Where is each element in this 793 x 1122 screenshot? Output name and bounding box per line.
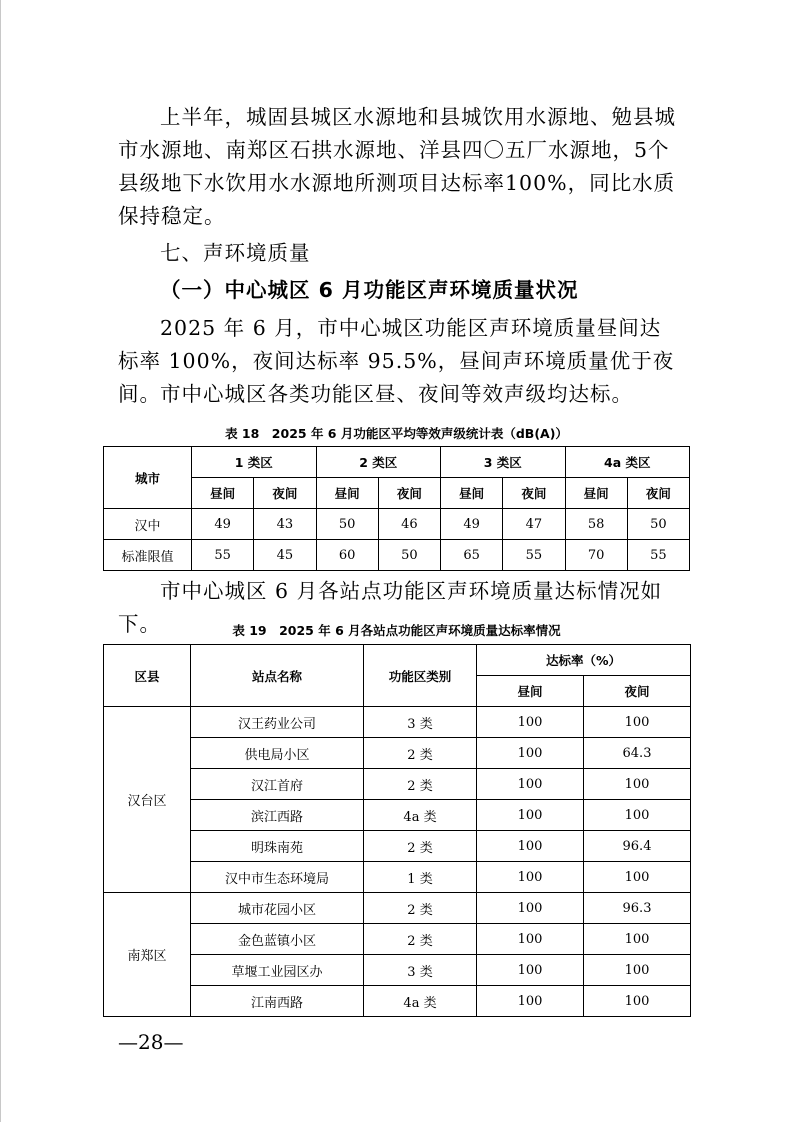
site-name: 明珠南苑 bbox=[191, 831, 364, 862]
table-row bbox=[104, 986, 691, 1017]
district-cell: 汉台区 bbox=[104, 707, 191, 893]
row-label: 标准限值 bbox=[104, 540, 192, 571]
day-rate: 100 bbox=[477, 924, 584, 955]
table-row bbox=[104, 540, 690, 571]
table-cell: 49 bbox=[441, 509, 503, 540]
zone-type: 4a 类 bbox=[364, 800, 477, 831]
table-row bbox=[104, 738, 691, 769]
night-rate: 96.4 bbox=[584, 831, 691, 862]
day-rate: 100 bbox=[477, 862, 584, 893]
table-cell: 50 bbox=[316, 509, 378, 540]
day-header: 昼间 bbox=[565, 478, 627, 509]
section-heading: 七、声环境质量 bbox=[160, 241, 311, 265]
table-row bbox=[104, 955, 691, 986]
district-cell: 南郑区 bbox=[104, 893, 191, 1017]
table19-caption: 表 19 2025 年 6 月各站点功能区声环境质量达标率情况 bbox=[232, 623, 561, 638]
zone-type: 2 类 bbox=[364, 893, 477, 924]
page-number: —28— bbox=[118, 1030, 184, 1054]
night-rate: 100 bbox=[584, 862, 691, 893]
table-cell: 65 bbox=[441, 540, 503, 571]
site-name: 汉江首府 bbox=[191, 769, 364, 800]
day-header: 昼间 bbox=[441, 478, 503, 509]
site-name: 滨江西路 bbox=[191, 800, 364, 831]
zone-type: 3 类 bbox=[364, 955, 477, 986]
table-row bbox=[104, 893, 691, 924]
zone-header: 1 类区 bbox=[192, 447, 317, 478]
zone-header: 4a 类区 bbox=[565, 447, 690, 478]
table-cell: 70 bbox=[565, 540, 627, 571]
night-header: 夜间 bbox=[378, 478, 440, 509]
table-cell: 46 bbox=[378, 509, 440, 540]
day-rate: 100 bbox=[477, 955, 584, 986]
zone-header: 2 类区 bbox=[316, 447, 441, 478]
day-rate: 100 bbox=[477, 893, 584, 924]
row-label: 汉中 bbox=[104, 509, 192, 540]
night-header: 夜间 bbox=[584, 676, 691, 707]
night-rate: 100 bbox=[584, 769, 691, 800]
zone-header: 3 类区 bbox=[441, 447, 566, 478]
zone-type: 2 类 bbox=[364, 769, 477, 800]
rate-header: 达标率（%） bbox=[477, 645, 691, 676]
zone-type: 2 类 bbox=[364, 924, 477, 955]
day-rate: 100 bbox=[477, 800, 584, 831]
zone-type: 1 类 bbox=[364, 862, 477, 893]
page-edge-line bbox=[0, 0, 1, 1122]
night-rate: 64.3 bbox=[584, 738, 691, 769]
night-header: 夜间 bbox=[627, 478, 689, 509]
paragraph-compliance-rate: 2025 年 6 月，市中心城区功能区声环境质量昼间达标率 100%，夜间达标率 95.5%，昼间声环境质量优于夜间。 bbox=[118, 316, 675, 406]
table-cell: 55 bbox=[192, 540, 254, 571]
day-rate: 100 bbox=[477, 738, 584, 769]
table-cell: 50 bbox=[627, 509, 689, 540]
day-rate: 100 bbox=[477, 769, 584, 800]
day-rate: 100 bbox=[477, 707, 584, 738]
site-name: 草堰工业园区办 bbox=[191, 955, 364, 986]
night-rate: 100 bbox=[584, 800, 691, 831]
table-cell: 60 bbox=[316, 540, 378, 571]
sub-heading: （一）中心城区 6 月功能区声环境质量状况 bbox=[160, 278, 579, 302]
site-name: 供电局小区 bbox=[191, 738, 364, 769]
type-header: 功能区类别 bbox=[364, 645, 477, 707]
table-cell: 58 bbox=[565, 509, 627, 540]
table-row bbox=[104, 800, 691, 831]
site-name: 城市花园小区 bbox=[191, 893, 364, 924]
day-header: 昼间 bbox=[316, 478, 378, 509]
night-header: 夜间 bbox=[503, 478, 565, 509]
night-rate: 100 bbox=[584, 707, 691, 738]
day-header: 昼间 bbox=[477, 676, 584, 707]
site-name: 汉中市生态环境局 bbox=[191, 862, 364, 893]
paragraph-water-sources: 上半年，城固县城区水源地和县城饮用水源地、勉县城市水源地、南郑区石拱水源地、洋县四〇五厂水源地，5个县级地下水饮用水水源地所测项目达标率100%，同比水质保持稳定。 bbox=[118, 105, 676, 228]
site-name: 汉王药业公司 bbox=[191, 707, 364, 738]
table-row bbox=[104, 924, 691, 955]
day-rate: 100 bbox=[477, 986, 584, 1017]
site-name: 金色蓝镇小区 bbox=[191, 924, 364, 955]
site-header: 站点名称 bbox=[191, 645, 364, 707]
table-cell: 45 bbox=[254, 540, 316, 571]
table-row bbox=[104, 769, 691, 800]
zone-type: 2 类 bbox=[364, 831, 477, 862]
zone-type: 3 类 bbox=[364, 707, 477, 738]
night-rate: 100 bbox=[584, 986, 691, 1017]
district-header: 区县 bbox=[104, 645, 191, 707]
paragraph-site-intro: 市中心城区 6 月各站点功能区声环境质量达标情况如下。 bbox=[118, 579, 663, 636]
table-row bbox=[104, 509, 690, 540]
table-row bbox=[104, 707, 691, 738]
table18-caption: 表 18 2025 年 6 月功能区平均等效声级统计表（dB(A)） bbox=[225, 426, 568, 441]
night-rate: 100 bbox=[584, 924, 691, 955]
table18-noise-levels bbox=[103, 446, 690, 571]
night-rate: 96.3 bbox=[584, 893, 691, 924]
table-cell: 55 bbox=[627, 540, 689, 571]
city-header: 城市 bbox=[104, 447, 192, 509]
zone-type: 4a 类 bbox=[364, 986, 477, 1017]
table-row bbox=[104, 862, 691, 893]
table19-site-compliance bbox=[103, 644, 691, 1017]
night-rate: 100 bbox=[584, 955, 691, 986]
table-cell: 49 bbox=[192, 509, 254, 540]
night-header: 夜间 bbox=[254, 478, 316, 509]
day-rate: 100 bbox=[477, 831, 584, 862]
table-cell: 47 bbox=[503, 509, 565, 540]
table-row bbox=[104, 831, 691, 862]
site-name: 江南西路 bbox=[191, 986, 364, 1017]
paragraph-all-compliant: 市中心城区各类功能区昼、夜间等效声级均达标。 bbox=[160, 382, 633, 406]
table-cell: 43 bbox=[254, 509, 316, 540]
day-header: 昼间 bbox=[192, 478, 254, 509]
zone-type: 2 类 bbox=[364, 738, 477, 769]
table-cell: 55 bbox=[503, 540, 565, 571]
table-cell: 50 bbox=[378, 540, 440, 571]
